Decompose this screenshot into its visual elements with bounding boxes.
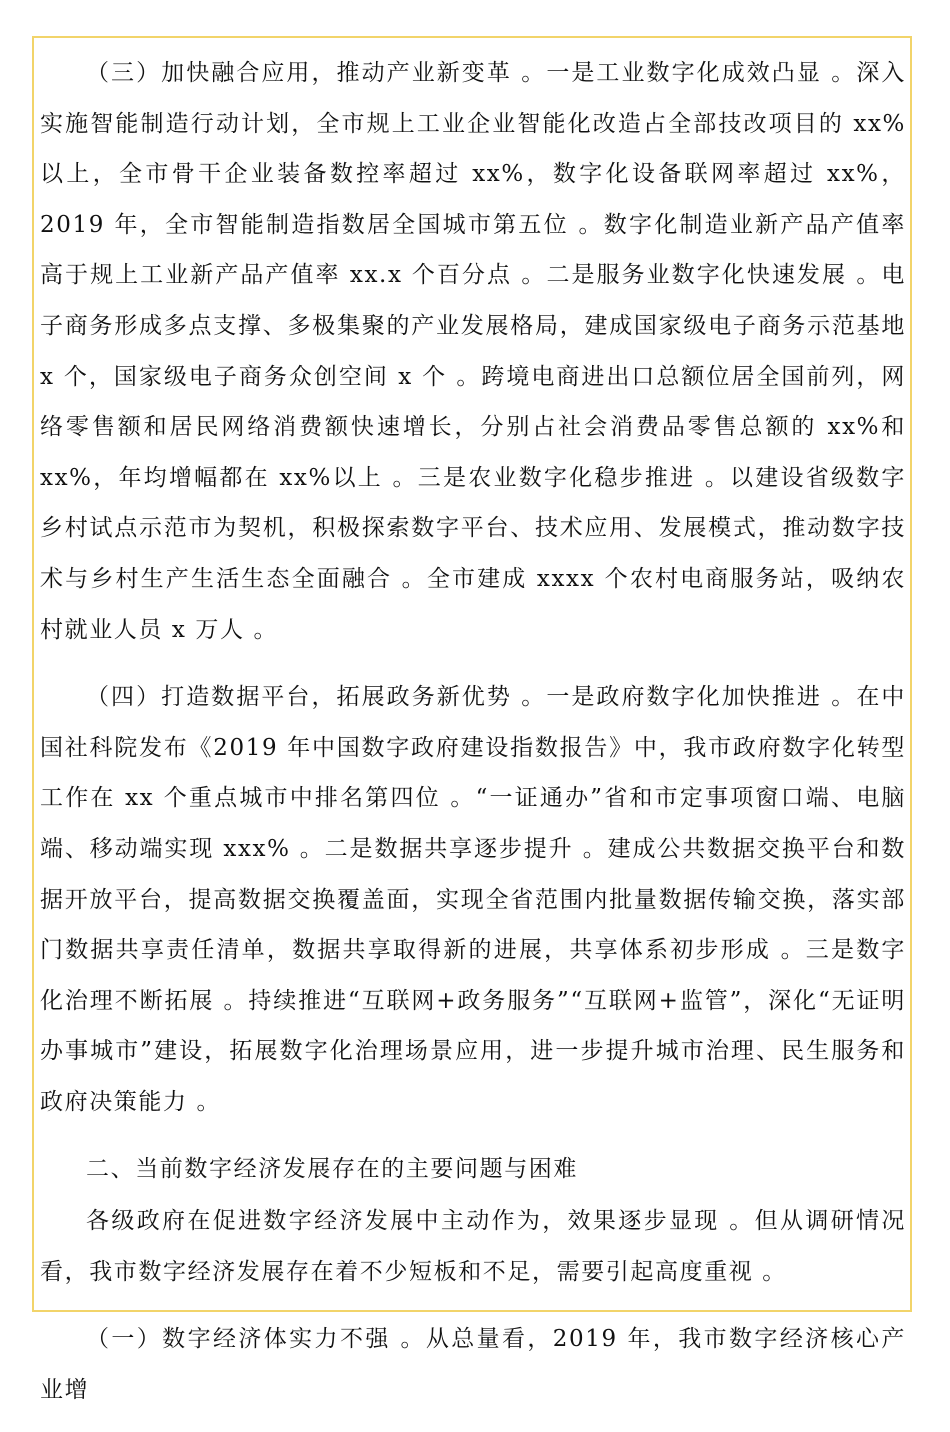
paragraph-overview: 各级政府在促进数字经济发展中主动作为，效果逐步显现 。但从调研情况看，我市数字经济发展存在着不少短板和不足，需要引起高度重视 。 [40,1208,906,1285]
paragraph-integration-applications: （三）加快融合应用，推动产业新变革 。一是工业数字化成效凸显 。深入实施智能制造行动计划，全市规上工业企业智能化改造占全部技改项目的 xx%以上，全市骨干企业装备数控率超过 xx%，数字化设备联网率超过 xx%，2019 年，全市智能制造指数居全国城市第五位 。数字化制造业新产品产值率高于规上工业新产品产值率 xx.x 个百分点 。二是服务业数字化快速发展 。电子商务形成多点支撑、多极集聚的产业发展格局，建成国家级电子商务示范基地 x 个，国家级电子商务众创空间 x 个 。跨境电商进出口总额位居全国前列，网络零售额和居民网络消费额快速增长，分别占社会消费品零售总额的 xx%和 xx%，年均增幅都在 xx%以上 。三是农业数字化稳步推进 。以建设省级数字乡村试点示范市为契机，积极探索数字平台、技术应用、发展模式，推动数字技术与乡村生产生活生态全面融合 。全市建成 xxxx 个农村电商服务站，吸纳农村就业人员 x 万人 。 [40,60,906,643]
section-heading: 二、当前数字经济发展存在的主要问题与困难 [86,1156,578,1183]
paragraph-data-platform: （四）打造数据平台，拓展政务新优势 。一是政府数字化加快推进 。在中国社科院发布《2019 年中国数字政府建设指数报告》中，我市政府数字化转型工作在 xx 个重点城市中排名第四位 。“一证通办”省和市定事项窗口端、电脑端、移动端实现 xxx% 。二是数据共享逐步提升 。建成公共数据交换平台和数据开放平台，提高数据交换覆盖面，实现全省范围内批量数据传输交换，落实部门数据共享责任清单，数据共享取得新的进展，共享体系初步形成 。三是数字化治理不断拓展 。持续推进“互联网+政务服务”“互联网+监管”，深化“无证明办事城市”建设，拓展数字化治理场景应用，进一步提升城市治理、民生服务和政府决策能力 。 [40,684,906,1115]
document-body [40,48,906,1432]
paragraph-economy-strength: （一）数字经济体实力不强 。从总量看，2019 年，我市数字经济核心产业增 [40,1326,906,1403]
